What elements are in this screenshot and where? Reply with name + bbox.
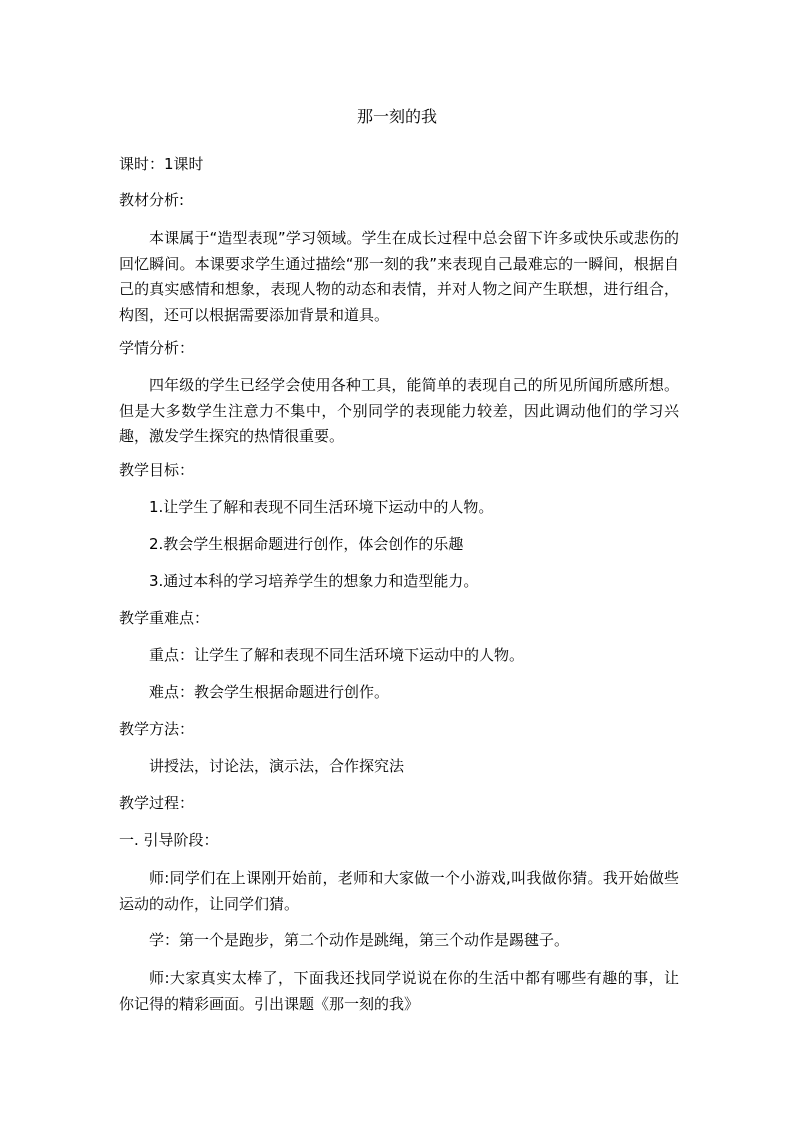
stage1-heading: 一. 引导阶段： [119, 831, 219, 849]
student-dialogue-1: 学：第一个是跑步，第二个动作是跳绳，第三个动作是踢毽子。 [149, 931, 570, 949]
textbook-analysis-heading: 教材分析: [119, 191, 185, 209]
objective-item-3: 3.通过本科的学习培养学生的想象力和造型能力。 [149, 572, 479, 590]
key-points-heading: 教学重难点： [119, 609, 210, 627]
teacher-dialogue-1: 师:同学们在上课刚开始前，老师和大家做一个小游戏,叫我做你猜。我开始做些运动的动作，让同学们猜。 [119, 869, 679, 913]
process-heading: 教学过程： [119, 794, 195, 812]
methods-heading: 教学方法： [119, 720, 195, 738]
methods-text: 讲授法，讨论法，演示法，合作探究法 [149, 757, 405, 775]
key-point-focus: 重点：让学生了解和表现不同生活环境下运动中的人物。 [149, 646, 525, 664]
objective-item-2: 2.教会学生根据命题进行创作，体会创作的乐趣 [149, 535, 464, 553]
lesson-hours: 课时：1课时 [119, 155, 204, 173]
objective-item-1: 1.让学生了解和表现不同生活环境下运动中的人物。 [149, 498, 494, 516]
document-title: 那一刻的我 [356, 107, 437, 126]
objectives-heading: 教学目标： [119, 461, 195, 479]
teacher-dialogue-2: 师:大家真实太棒了，下面我还找同学说说在你的生活中都有哪些有趣的事，让你记得的精彩画面。引出课题《那一刻的我》 [119, 969, 679, 1013]
student-analysis-text: 四年级的学生已经学会使用各种工具，能简单的表现自己的所见所闻所感所想。但是大多数学生注意力不集中，个别同学的表现能力较差，因此调动他们的学习兴趣，激发学生探究的热情很重要。 [119, 376, 679, 445]
key-point-difficulty: 难点：教会学生根据命题进行创作。 [149, 683, 390, 701]
textbook-analysis-text: 本课属于“造型表现”学习领域。学生在成长过程中总会留下许多或快乐或悲伤的回忆瞬间。本课要求学生通过描绘“那一刻的我”来表现自己最难忘的一瞬间，根据自己的真实感情和想象，表现人物的动态和表情，并对人物之间产生联想，进行组合，构图，还可以根据需要添加背景和道具。 [119, 229, 679, 324]
student-analysis-heading: 学情分析： [119, 339, 195, 357]
